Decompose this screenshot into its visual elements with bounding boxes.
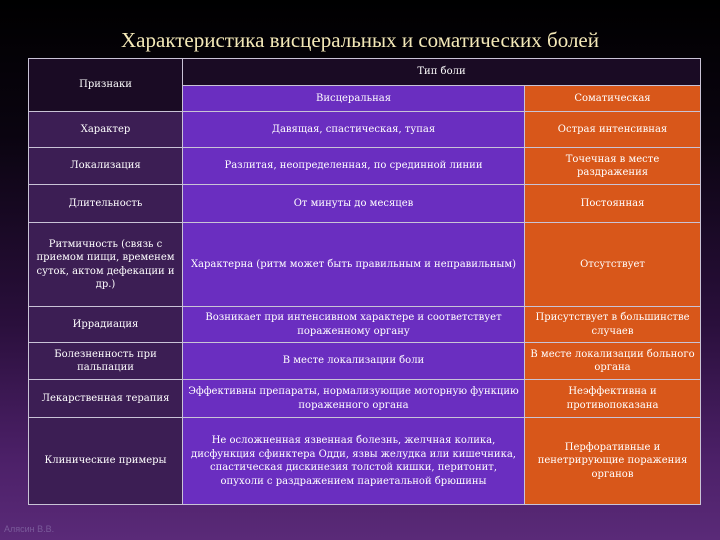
visceral-cell: Не осложненная язвенная болезнь, желчная колика, дисфункция сфинктера Одди, язвы желудка или кишечника, спастическая дискинезия толстой кишки, перитонит, опухоли с раздражением париетальной брюшины [183,418,525,505]
visceral-cell: Характерна (ритм может быть правильным и неправильным) [183,223,525,307]
visceral-cell: Эффективны препараты, нормализующие моторную функцию пораженного органа [183,380,525,418]
table-row [29,343,701,380]
header-visceral: Висцеральная [183,86,525,112]
feature-cell: Болезненность при пальпации [29,343,183,380]
table-row [29,148,701,185]
somatic-cell: В месте локализации больного органа [525,343,701,380]
slide-title: Характеристика висцеральных и соматических болей [121,28,599,52]
table-row [29,418,701,505]
somatic-cell: Постоянная [525,185,701,223]
feature-cell: Иррадиация [29,307,183,343]
visceral-cell: Разлитая, неопределенная, по срединной линии [183,148,525,185]
somatic-cell: Отсутствует [525,223,701,307]
somatic-cell: Присутствует в большинстве случаев [525,307,701,343]
header-feature: Признаки [29,59,183,112]
somatic-cell: Острая интенсивная [525,112,701,148]
somatic-cell: Неэффективна и противопоказана [525,380,701,418]
feature-cell: Длительность [29,185,183,223]
feature-cell: Ритмичность (связь с приемом пищи, временем суток, актом дефекации и др.) [29,223,183,307]
pain-comparison-table [28,58,701,505]
table-header-row [29,59,701,86]
table-row [29,223,701,307]
visceral-cell: От минуты до месяцев [183,185,525,223]
header-somatic: Соматическая [525,86,701,112]
table-row [29,185,701,223]
author-credit: Алясин В.В. [4,524,55,534]
feature-cell: Лекарственная терапия [29,380,183,418]
somatic-cell: Перфоративные и пенетрирующие поражения органов [525,418,701,505]
feature-cell: Клинические примеры [29,418,183,505]
visceral-cell: Возникает при интенсивном характере и соответствует пораженному органу [183,307,525,343]
table-row [29,307,701,343]
somatic-cell: Точечная в месте раздражения [525,148,701,185]
feature-cell: Характер [29,112,183,148]
header-pain-type: Тип боли [183,59,701,86]
table-row [29,380,701,418]
table-row [29,112,701,148]
visceral-cell: В месте локализации боли [183,343,525,380]
feature-cell: Локализация [29,148,183,185]
visceral-cell: Давящая, спастическая, тупая [183,112,525,148]
